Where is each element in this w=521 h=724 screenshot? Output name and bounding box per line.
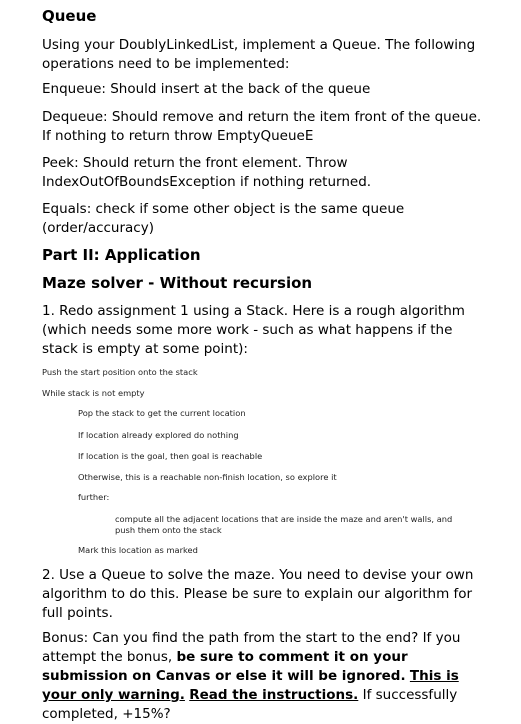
algo-line-5: If location is the goal, then goal is reachable [78,451,263,461]
item1-text: 1. Redo assignment 1 using a Stack. Here is a rough algorithm (which needs some more work - such as what happens if the stack is empty at some point): [42,303,465,357]
algo-line-4: If location already explored do nothing [78,430,239,440]
queue-heading: Queue [42,7,97,25]
algo-line-6: Otherwise, this is a reachable non-finish location, so explore it [78,472,337,482]
peek-text: Peek: Should return the front element. Throw IndexOutOfBoundsException if nothing returned. [42,155,372,190]
algo-line-8: compute all the adjacent locations that are inside the maze and aren't walls, and push them onto the stack [115,514,453,535]
maze-heading: Maze solver - Without recursion [42,274,313,292]
dequeue-text: Dequeue: Should remove and return the item front of the queue. If nothing to return throw EmptyQueueE [42,109,482,144]
algo-line-7: further: [78,492,110,502]
equals-text: Equals: check if some other object is the same queue (order/accuracy) [42,201,405,236]
algo-line-3: Pop the stack to get the current location [78,408,246,418]
bonus-paragraph [42,629,482,724]
bonus-warning: This is your only warning. [42,668,459,703]
bonus-tail: If successfully completed, +15%? [42,687,458,722]
algo-line-9: Mark this location as marked [78,545,198,555]
bonus-bold: be sure to comment it on your submission on Canvas or else it will be ignored. [42,649,408,684]
algo-line-1: Push the start position onto the stack [42,367,198,377]
part2-heading: Part II: Application [42,246,201,264]
algo-line-2: While stack is not empty [42,388,145,398]
bonus-lead: Bonus: Can you find the path from the start to the end? If you attempt the bonus, [42,630,461,665]
enqueue-text: Enqueue: Should insert at the back of the queue [42,81,371,97]
queue-intro: Using your DoublyLinkedList, implement a Queue. The following operations need to be implemented: [42,37,476,72]
bonus-instructions: Read the instructions. [189,687,359,703]
item2-text: 2. Use a Queue to solve the maze. You need to devise your own algorithm to do this. Please be sure to explain our algorithm for full points. [42,567,474,621]
